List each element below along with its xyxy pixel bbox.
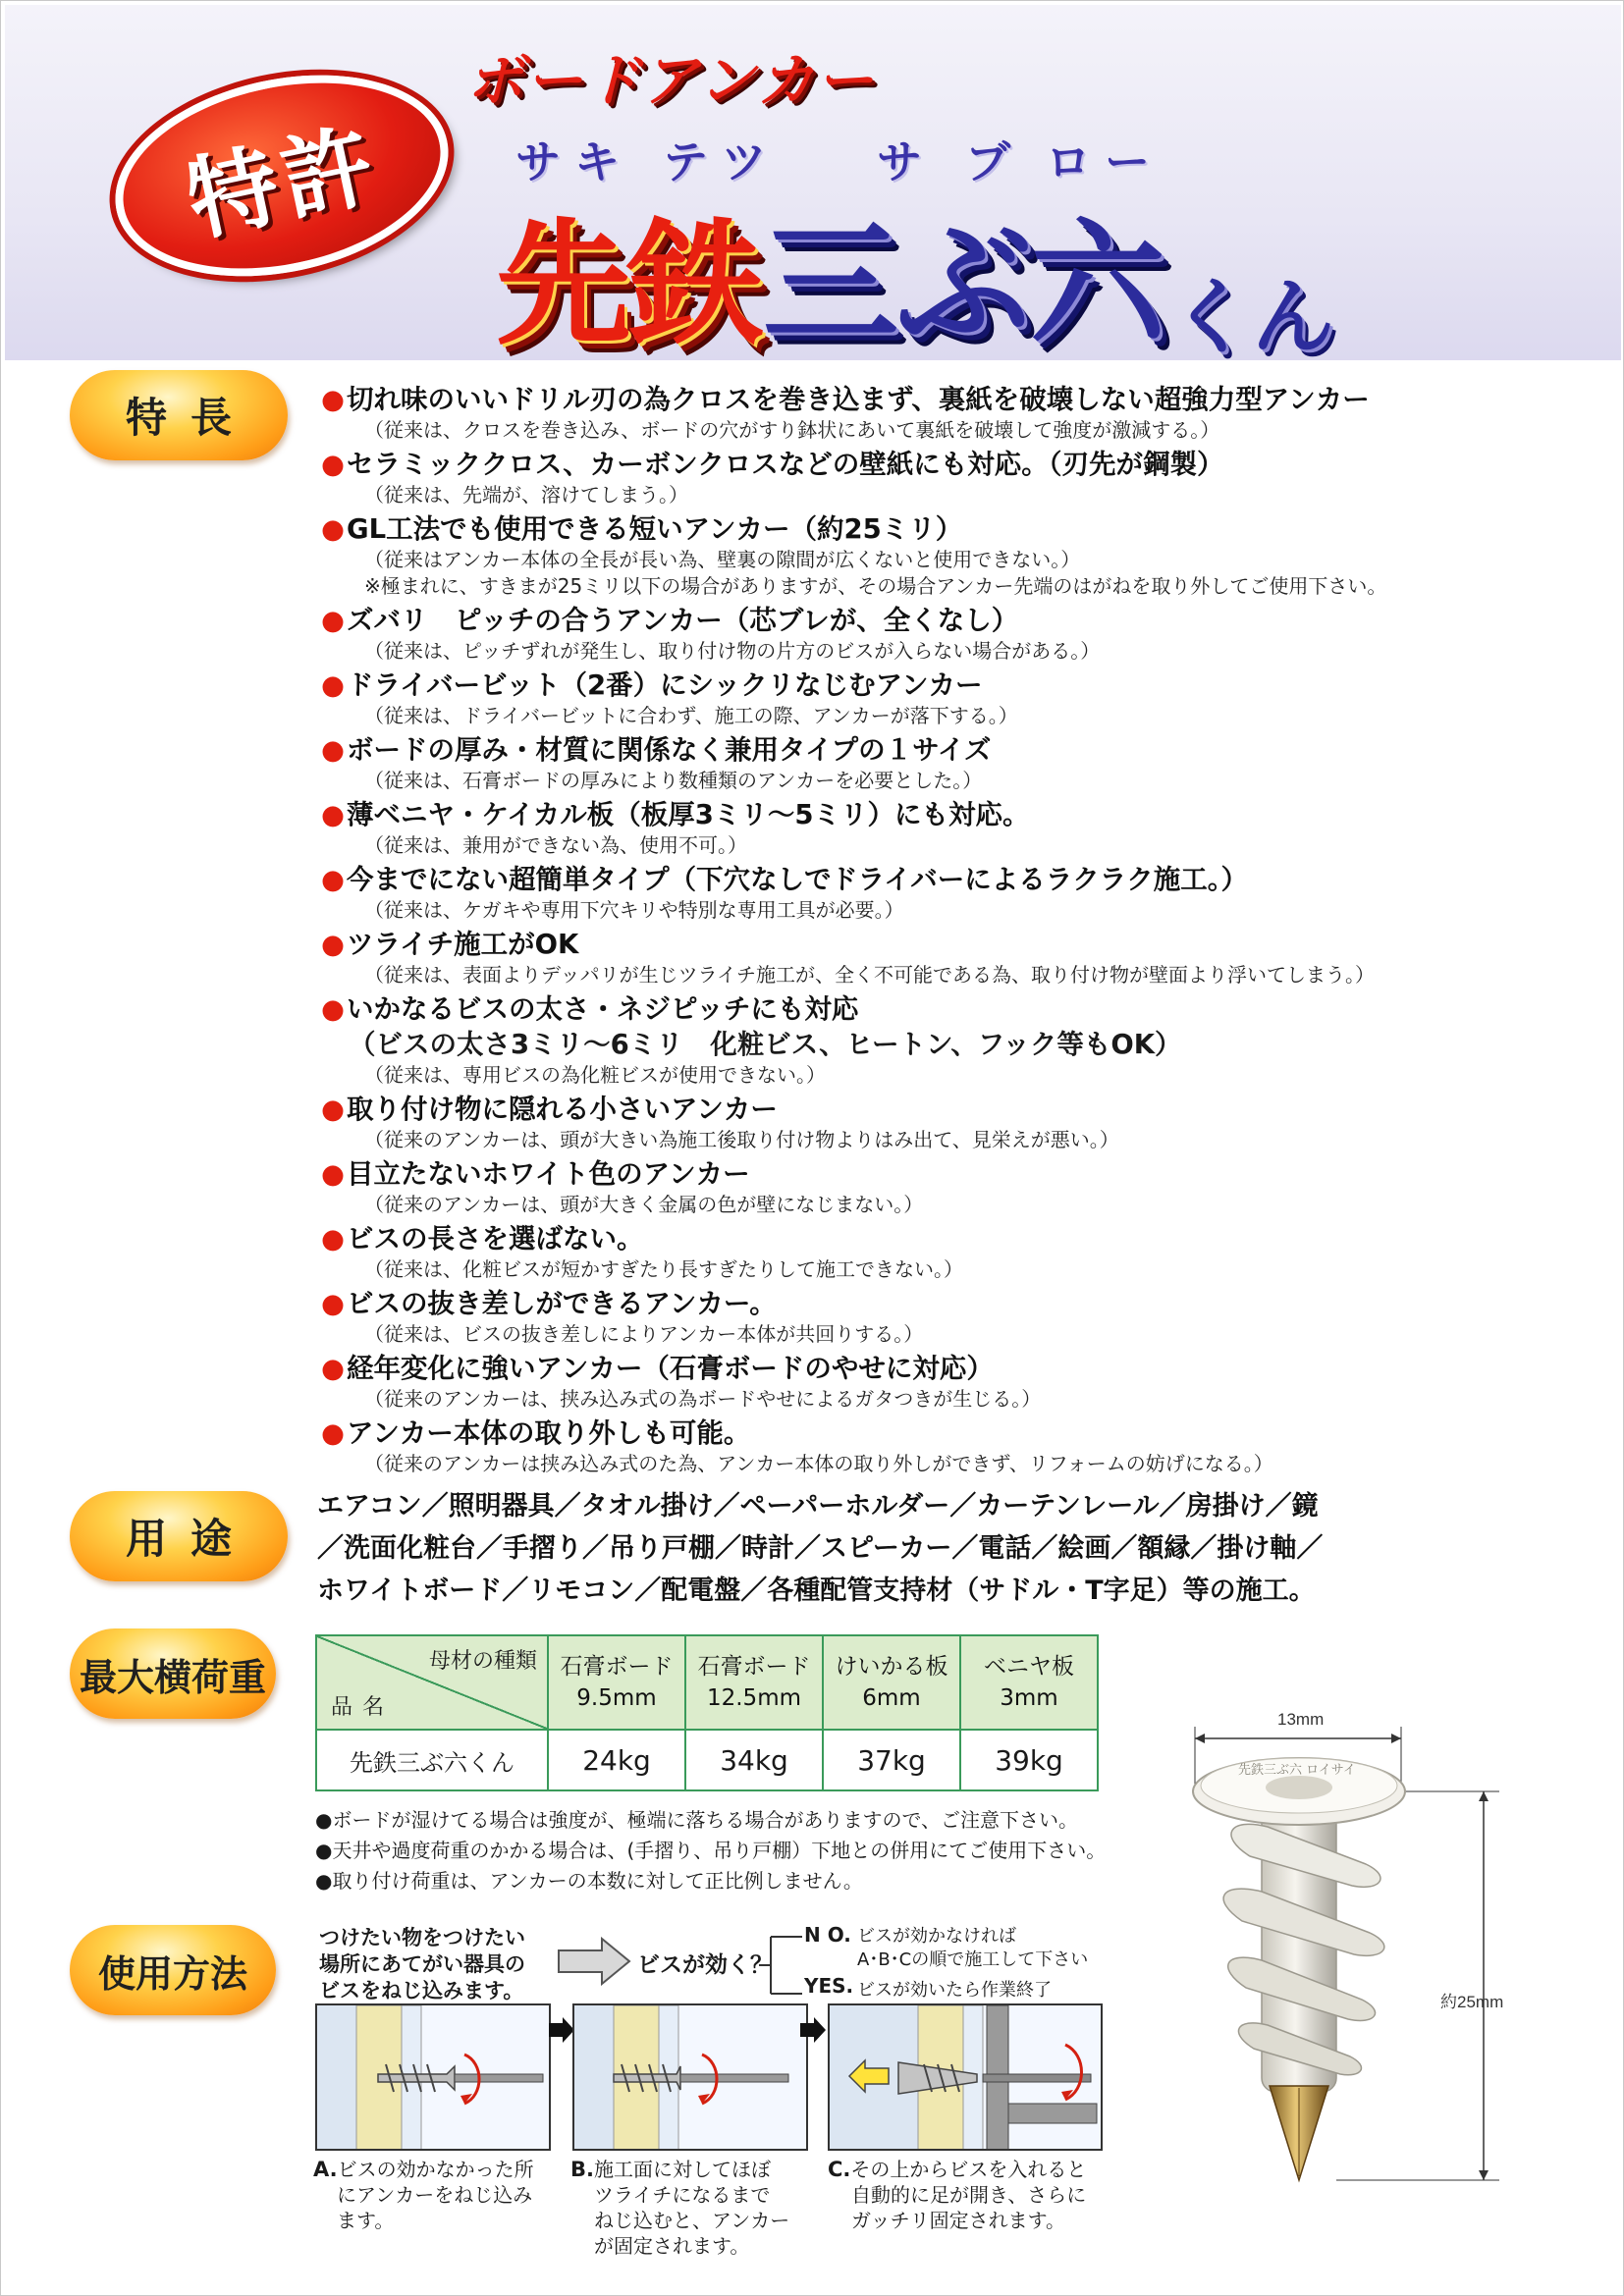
step-c-drawing [830,2005,1103,2151]
step-line: ねじ込むと、アンカー [594,2209,790,2232]
step-line: ガッチリ固定されます。 [851,2209,1065,2232]
feature-note: （従来は、ピッチずれが発生し、取り付け物の片方のビスが入らない場合がある。） [364,639,1101,663]
howto-yes-text: ビスが効いたら作業終了 [857,1980,1052,2001]
feature-title [321,667,1558,703]
bullet-icon: ● [321,993,345,1025]
table-header-cell [960,1635,1098,1730]
feature-title [321,927,1558,962]
bullet-icon: ● [321,1353,345,1384]
feature-note: （従来のアンカーは挟み込み式のた為、アンカー本体の取り外しができず、リフォームの妨げになる。） [364,1452,1273,1475]
column-name: けいかる板 [835,1654,948,1680]
load-note: ●取り付け荷重は、アンカーの本数に対して正比例しません。 [315,1869,863,1893]
feature-title-text: セラミッククロス、カーボンクロスなどの壁紙にも対応。（刃先が鋼製） [347,449,1224,480]
feature-title [321,382,1558,417]
feature-note: （従来は、専用ビスの為化粧ビスが使用できない。） [364,1063,826,1087]
anchor-head-recess [1266,1776,1332,1799]
feature-item [321,447,1558,508]
reading-2: サ ブ [877,135,1025,188]
header-subtitle: ボードアンカー [466,47,875,114]
load-value-cell: 39kg [960,1730,1098,1790]
feature-item [321,603,1558,665]
feature-note: （従来は、ケガキや専用下穴キリや特別な専用工具が必要。） [364,898,904,922]
feature-title [321,862,1558,897]
feature-item [321,1286,1558,1348]
branch-brace-icon [757,1931,806,2000]
uses-line: ホワイトボード／リモコン／配電盤／各種配管支持材（サドル・T字足）等の施工。 [317,1575,1316,1606]
bullet-icon: ● [321,384,345,415]
feature-title [321,1415,1558,1451]
step-line: 施工面に対してほぼ [593,2158,771,2181]
step-line: その上からビスを入れると [850,2158,1087,2181]
feature-title-text: 今までにない超簡単タイプ（下穴なしでドライバーによるラクラク施工。） [347,864,1248,895]
feature-title [321,603,1558,638]
feature-note: （従来のアンカーは、頭が大きく金属の色が壁になじまない。） [364,1193,924,1216]
feature-item [321,667,1558,729]
feature-title [321,447,1558,482]
feature-item [321,1415,1558,1477]
feature-note: （従来のアンカーは、頭が大きい為施工後取り付け物よりはみ出て、見栄えが悪い。） [364,1128,1119,1151]
feature-note: （従来は、化粧ビスが短かすぎたり長すぎたりして施工できない。） [364,1257,963,1281]
feature-item [321,1221,1558,1283]
load-note: ●ボードが湿けてる場合は強度が、極端に落ちる場合がありますので、ご注意下さい。 [315,1808,1079,1832]
feature-title [321,1286,1558,1321]
load-table [315,1634,1099,1791]
product-title-suffix: くん [1169,269,1335,360]
feature-title [321,1156,1558,1192]
step-line: ビスの効かなかった所 [337,2158,534,2181]
width-arrow-right [1391,1734,1401,1743]
feature-item [321,991,1558,1089]
howto-intro-line: 場所にあてがい器具の [319,1952,525,1976]
feature-item [321,382,1558,444]
feature-title [321,1351,1558,1386]
feature-title-text: 経年変化に強いアンカー（石膏ボードのやせに対応） [347,1353,994,1384]
product-title-red: 先鉄 [496,205,760,360]
feature-item [321,1351,1558,1413]
bullet-icon: ● [321,669,345,701]
step-b-drawing [574,2005,808,2151]
howto-no-line: ビスが効かなければ [857,1926,1016,1947]
features-label: 特長 [70,370,288,460]
howto-no-key: N O. [804,1923,851,1947]
feature-item [321,862,1558,924]
bullet-icon: ● [321,929,345,960]
column-name: ベニヤ板 [984,1654,1074,1680]
uses-line: エアコン／照明器具／タオル掛け／ペーパーホルダー／カーテンレール／房掛け／鏡 [317,1491,1319,1522]
product-title [496,176,1335,360]
feature-title-text: ボードの厚み・材質に関係なく兼用タイプの１サイズ [347,734,992,766]
howto-yes-key: YES. [804,1974,854,1998]
width-label: 13mm [1277,1710,1325,1729]
feature-title-text: ドライバービット（2番）にシックリなじむアンカー [347,669,983,701]
table-corner-cell [316,1635,548,1730]
feature-title [321,732,1558,768]
uses-text [317,1485,1466,1612]
anchor-head-text: 先鉄三ぶ六 ロイサイ [1238,1763,1356,1778]
step-key: A. [313,2158,338,2181]
step-a-drawing [317,2005,551,2151]
feature-title [321,991,1558,1027]
feature-title-text: GL工法でも使用できる短いアンカー（約25ミリ） [347,513,963,545]
feature-title [321,797,1558,832]
step-a-illustration [315,2003,551,2151]
product-title-blue: 三ぶ六 [763,205,1164,360]
step-b-caption [570,2157,789,2259]
product-name-cell: 先鉄三ぶ六くん [316,1730,548,1790]
patent-text: 特許 [178,111,389,255]
bullet-icon: ● [321,734,345,766]
table-row [316,1730,1098,1790]
uses-label: 用途 [70,1491,288,1581]
corner-material: 母材の種類 [428,1649,537,1674]
howto-question: ビスが効く？ [637,1952,773,1978]
bullet-icon: ● [321,449,345,480]
width-arrow-left [1195,1734,1205,1743]
step-b-illustration [572,2003,808,2151]
feature-title-text: ビスの抜き差しができるアンカー。 [347,1288,777,1319]
length-arrow-top [1479,1791,1489,1801]
bullet-icon: ● [321,864,345,895]
flow-arrow-icon [557,1937,631,1986]
column-spec: 3mm [1000,1685,1058,1711]
step-arrow-icon [798,2015,828,2045]
patent-badge [96,46,466,304]
feature-title-text: 薄ベニヤ・ケイカル板（板厚3ミリ～5ミリ）にも対応。 [347,799,1030,830]
table-header-cell [685,1635,823,1730]
bullet-icon: ● [321,1094,345,1125]
load-value-cell: 37kg [823,1730,960,1790]
feature-note: （従来は、クロスを巻き込み、ボードの穴がすり鉢状にあいて裏紙を破壊して強度が激減する。） [364,418,1220,442]
reading-1: サキ テツ [515,135,781,188]
feature-note: （従来は、先端が、溶けてしまう。） [364,483,688,507]
howto-no-line: A･B･Cの順で施工して下さい [857,1949,1089,1970]
feature-title-text: ズバリ ピッチの合うアンカー（芯ブレが、全くなし） [347,605,1019,636]
column-spec: 6mm [862,1685,921,1711]
product-figure [1160,1689,1533,2200]
feature-title-text: アンカー本体の取り外しも可能。 [347,1417,751,1449]
load-value-cell: 24kg [548,1730,685,1790]
length-label: 約25mm [1440,1993,1504,2011]
feature-note-extra: ※極まれに、すきまが25ミリ以下の場合がありますが、その場合アンカー先端のはがねを取り外してご使用下さい。 [364,574,1387,598]
howto-intro-line: つけたい物をつけたい [319,1926,525,1949]
bullet-icon: ● [321,605,345,636]
features-list [321,382,1558,1480]
feature-title-text: 取り付け物に隠れる小さいアンカー [347,1094,778,1125]
step-key: B. [570,2158,594,2181]
feature-title-text: ツライチ施工がOK [347,929,579,960]
step-line: にアンカーをねじ込み [337,2183,533,2207]
feature-title [321,511,1558,547]
feature-item [321,511,1558,600]
howto-intro [319,1925,525,2004]
feature-title-text: いかなるビスの太さ・ネジピッチにも対応 [347,993,859,1025]
feature-title [321,1221,1558,1256]
column-spec: 9.5mm [576,1685,657,1711]
bullet-icon: ● [321,1417,345,1449]
howto-intro-line: ビスをねじ込みます。 [319,1979,524,2002]
feature-title-text: ビスの長さを選ばない。 [347,1223,644,1255]
feature-note: （従来は、兼用ができない為、使用不可。） [364,833,747,857]
table-header-cell [823,1635,960,1730]
feature-title-text: 切れ味のいいドリル刃の為クロスを巻き込まず、裏紙を破壊しない超強力型アンカー [347,384,1370,415]
feature-title-cont: （ビスの太さ3ミリ～6ミリ 化粧ビス、ヒートン、フック等もOK） [349,1029,1182,1060]
feature-item [321,1156,1558,1218]
feature-item [321,732,1558,794]
bullet-icon: ● [321,1158,345,1190]
reading-3: ロー [1046,135,1164,188]
step-line: ます。 [337,2209,395,2232]
feature-item [321,927,1558,988]
howto-label: 使用方法 [70,1925,276,2015]
step-line: が固定されます。 [594,2234,750,2258]
step-c-caption [828,2157,1086,2233]
load-note: ●天井や過度荷重のかかる場合は、(手摺り、吊り戸棚）下地との併用にてご使用下さい。 [315,1839,1107,1862]
table-header-row [316,1635,1098,1730]
howto-no-text [857,1925,1088,1972]
load-notes [315,1805,1160,1896]
feature-note: （従来は、表面よりデッパリが生じツライチ施工が、全く不可能である為、取り付け物が壁面より浮いてしまう。） [364,963,1375,987]
step-line: 自動的に足が開き、さらに [851,2183,1087,2207]
header-banner [5,5,1621,360]
column-spec: 12.5mm [706,1685,802,1711]
feature-item [321,1092,1558,1153]
feature-note: （従来は、ビスの抜き差しによりアンカー本体が共回りする。） [364,1322,924,1346]
feature-note: （従来は、ドライバービットに合わず、施工の際、アンカーが落下する。） [364,704,1018,727]
feature-title [321,1092,1558,1127]
bullet-icon: ● [321,513,345,545]
step-a-caption [313,2157,534,2233]
load-label: 最大横荷重 [70,1629,276,1719]
table-header-cell [548,1635,685,1730]
feature-note: （従来はアンカー本体の全長が長い為、壁裏の隙間が広くないと使用できない。） [364,548,1081,571]
column-name: 石膏ボード [560,1654,674,1680]
feature-item [321,797,1558,859]
step-line: ツライチになるまで [594,2183,771,2207]
feature-note: （従来は、石膏ボードの厚みにより数種類のアンカーを必要とした。） [364,769,983,792]
length-arrow-bottom [1479,2170,1489,2180]
load-value-cell: 34kg [685,1730,823,1790]
column-name: 石膏ボード [697,1654,811,1680]
step-c-illustration [828,2003,1103,2151]
feature-title-text: 目立たないホワイト色のアンカー [347,1158,750,1190]
uses-line: ／洗面化粧台／手摺り／吊り戸棚／時計／スピーカー／電話／絵画／額縁／掛け軸／ [317,1533,1324,1564]
step-key: C. [828,2158,851,2181]
corner-product: 品名 [331,1695,395,1720]
bullet-icon: ● [321,1288,345,1319]
feature-note: （従来のアンカーは、挟み込み式の為ボードやせによるガタつきが生じる。） [364,1387,1042,1411]
bullet-icon: ● [321,799,345,830]
bullet-icon: ● [321,1223,345,1255]
